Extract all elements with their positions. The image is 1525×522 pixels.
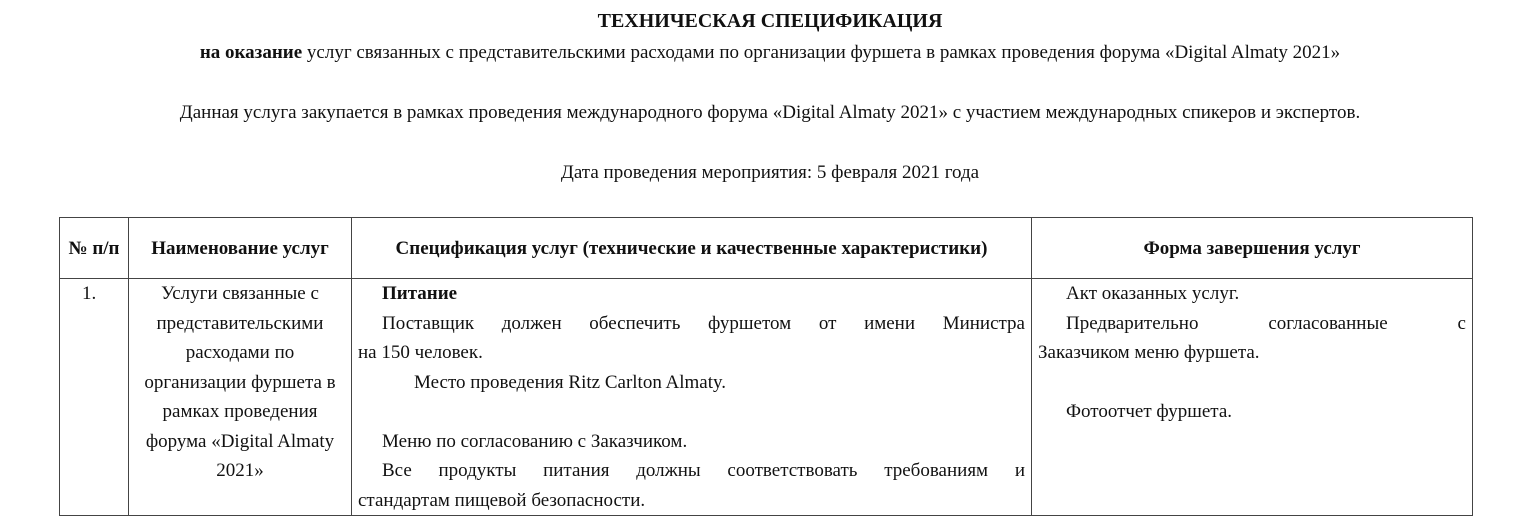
- header-completion: Форма завершения услуг: [1032, 218, 1473, 279]
- event-date: Дата проведения мероприятия: 5 февраля 2021 года: [560, 162, 980, 183]
- header-name: Наименование услуг: [129, 218, 352, 279]
- spec-table: [59, 217, 1473, 516]
- document-title: ТЕХНИЧЕСКАЯ СПЕЦИФИКАЦИЯ: [597, 10, 943, 32]
- row-spec: [352, 279, 1032, 516]
- spec-food-line2: стандартам пищевой безопасности.: [358, 489, 646, 511]
- document-subtitle: [0, 40, 1525, 66]
- table-header-row: [60, 218, 1473, 279]
- table-row: [60, 279, 1473, 516]
- subtitle-bold-part: на оказание: [199, 42, 303, 63]
- spec-supplier-line2: на 150 человек.: [358, 342, 483, 363]
- intro-paragraph: Данная услуга закупается в рамках проведения международного форума «Digital Almaty 2021» с участием международных спикеров и экспертов.: [179, 102, 1361, 123]
- spec-supplier-line1: Поставщик должен обеспечить фуршетом от имени Министра: [382, 312, 1025, 334]
- header-number: № п/п: [60, 218, 129, 279]
- spec-venue: Место проведения Ritz Carlton Almaty.: [414, 371, 727, 393]
- header-spec: Спецификация услуг (технические и качественные характеристики): [352, 218, 1032, 279]
- completion-menu-line2: Заказчиком меню фуршета.: [1038, 342, 1260, 363]
- row-completion: [1032, 279, 1473, 516]
- subtitle-rest: услуг связанных с представительскими расходами по организации фуршета в рамках проведения форума «Digital Almaty 2021»: [302, 42, 1341, 63]
- spec-heading: Питание: [382, 283, 458, 304]
- completion-menu-line1: Предварительно согласованные с: [1066, 312, 1466, 334]
- spec-menu: Меню по согласованию с Заказчиком.: [382, 430, 688, 452]
- completion-act: Акт оказанных услуг.: [1066, 283, 1240, 304]
- row-service-name: Услуги связанные с представительскими расходами по организации фуршета в рамках проведения форума «Digital Almaty 2021»: [129, 279, 352, 516]
- spec-food-line1: Все продукты питания должны соответствовать требованиям и: [382, 460, 1025, 481]
- completion-photo: Фотоотчет фуршета.: [1066, 401, 1233, 422]
- row-number: 1.: [60, 279, 129, 516]
